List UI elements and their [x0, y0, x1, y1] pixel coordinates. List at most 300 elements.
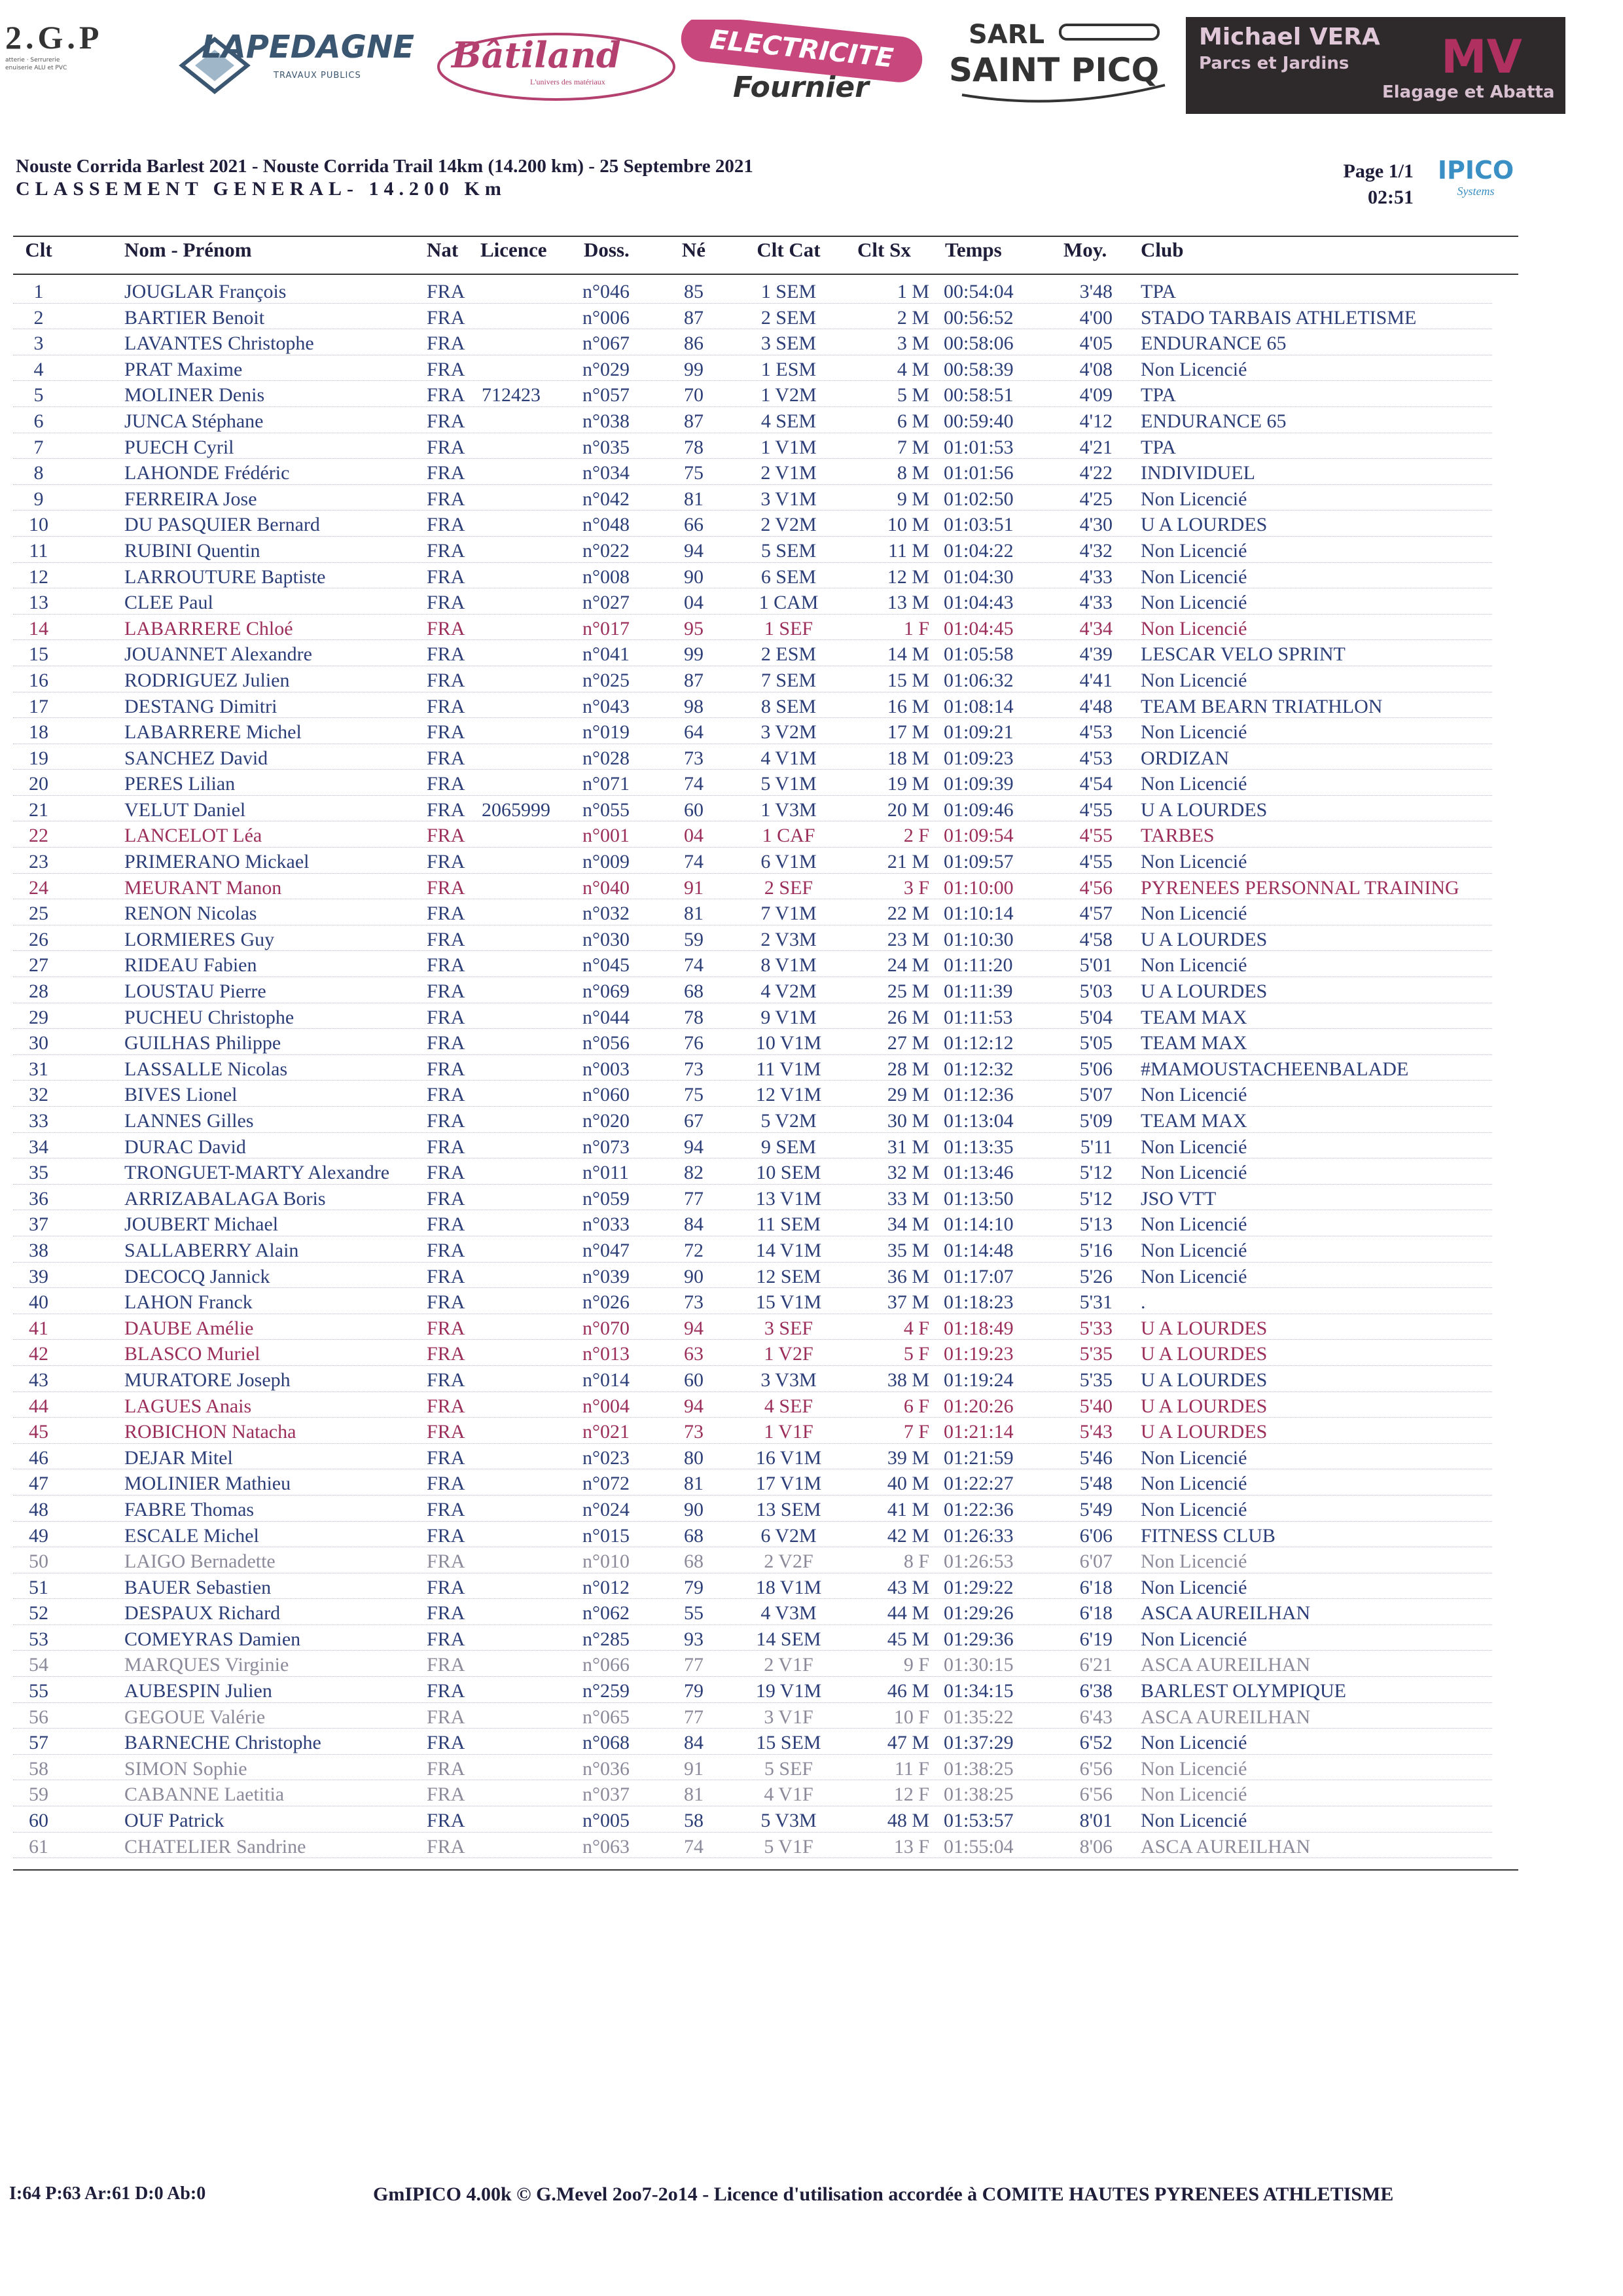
- cell-ne: 77: [684, 1187, 704, 1210]
- cell-ne: 74: [684, 773, 704, 795]
- cell-nat: FRA: [427, 1006, 465, 1028]
- cell-nom: DU PASQUIER Bernard: [124, 514, 320, 536]
- cell-club: Non Licencié: [1141, 488, 1247, 510]
- cell-club: INDIVIDUEL: [1141, 462, 1255, 484]
- col-nat: Nat: [427, 238, 459, 261]
- table-row: [13, 1678, 1518, 1704]
- page-info: [1322, 158, 1414, 211]
- cell-clt: 56: [29, 1706, 48, 1728]
- cell-nom: LABARRERE Michel: [124, 721, 302, 744]
- cell-ne: 73: [684, 1291, 704, 1314]
- table-row: [13, 1264, 1518, 1290]
- cell-moy: 5'43: [1079, 1421, 1113, 1443]
- table-row: [13, 1445, 1518, 1471]
- cell-temps: 01:09:54: [944, 825, 1014, 847]
- cell-temps: 01:09:21: [944, 721, 1014, 744]
- table-row: [13, 1419, 1518, 1445]
- cell-clt: 1: [33, 281, 44, 302]
- cell-nat: FRA: [427, 1706, 465, 1728]
- cell-clt-cat: 1 ESM: [760, 358, 817, 380]
- cell-nom: OUF Patrick: [124, 1810, 224, 1832]
- cell-clt-cat: 1 V1F: [764, 1421, 813, 1443]
- cell-moy: 4'57: [1079, 903, 1113, 925]
- cell-moy: 5'12: [1079, 1187, 1113, 1210]
- cell-doss: n°019: [582, 721, 630, 744]
- cell-ne: 95: [684, 617, 704, 639]
- cell-clt: 6: [33, 410, 44, 432]
- table-row: [13, 1652, 1518, 1678]
- cell-nat: FRA: [427, 980, 465, 1003]
- cell-club: ASCA AUREILHAN: [1141, 1835, 1311, 1857]
- cell-doss: n°048: [582, 514, 630, 536]
- cell-clt-sx: 24 M: [887, 954, 929, 977]
- table-row: [13, 512, 1518, 538]
- cell-nat: FRA: [427, 798, 465, 821]
- cell-temps: 01:19:24: [944, 1369, 1014, 1391]
- cell-clt-cat: 12 V1M: [755, 1084, 822, 1106]
- cell-doss: n°029: [582, 358, 630, 380]
- cell-clt: 57: [29, 1732, 48, 1754]
- cell-moy: 6'21: [1079, 1654, 1113, 1676]
- cell-clt: 44: [29, 1395, 48, 1417]
- cell-nom: SANCHEZ David: [124, 747, 268, 769]
- cell-club: Non Licencié: [1141, 851, 1247, 873]
- cell-ne: 99: [684, 643, 704, 666]
- cell-doss: n°022: [582, 539, 630, 562]
- cell-nat: FRA: [427, 954, 465, 977]
- cell-nat: FRA: [427, 1680, 465, 1702]
- cell-doss: n°040: [582, 876, 630, 899]
- cell-ne: 63: [684, 1343, 704, 1365]
- cell-moy: 4'55: [1079, 851, 1113, 873]
- cell-moy: 5'09: [1079, 1110, 1113, 1132]
- cell-ne: 80: [684, 1446, 704, 1469]
- table-row: [13, 797, 1518, 823]
- cell-nom: LAIGO Bernadette: [124, 1551, 276, 1573]
- cell-temps: 01:09:46: [944, 798, 1014, 821]
- cell-nom: MOLINER Denis: [124, 384, 265, 406]
- cell-clt-sx: 8 M: [897, 462, 929, 484]
- cell-moy: 6'19: [1079, 1628, 1113, 1650]
- cell-moy: 4'32: [1079, 539, 1113, 562]
- sponsor-logo-saint-picq: [942, 20, 1185, 111]
- cell-ne: 81: [684, 1473, 704, 1495]
- cell-ne: 78: [684, 436, 704, 458]
- cell-nat: FRA: [427, 436, 465, 458]
- cell-ne: 94: [684, 539, 704, 562]
- cell-ne: 68: [684, 980, 704, 1003]
- cell-nat: FRA: [427, 384, 465, 406]
- cell-ne: 66: [684, 514, 704, 536]
- cell-temps: 01:13:04: [944, 1110, 1014, 1132]
- ipico-sub: Systems: [1457, 185, 1495, 198]
- table-row: [13, 1600, 1518, 1626]
- cell-doss: n°069: [582, 980, 630, 1003]
- cell-nom: ESCALE Michel: [124, 1524, 259, 1547]
- cell-moy: 6'56: [1079, 1784, 1113, 1806]
- cell-nom: GEGOUE Valérie: [124, 1706, 266, 1728]
- cell-clt: 48: [29, 1498, 48, 1520]
- cell-nom: TRONGUET-MARTY Alexandre: [124, 1162, 390, 1184]
- cell-ne: 74: [684, 954, 704, 977]
- cell-clt: 2: [33, 306, 44, 329]
- cell-nom: PUECH Cyril: [124, 436, 234, 458]
- cell-moy: 8'01: [1079, 1810, 1113, 1832]
- cell-clt-sx: 14 M: [887, 643, 929, 666]
- cell-nat: FRA: [427, 592, 465, 614]
- cell-moy: 5'12: [1079, 1162, 1113, 1184]
- cell-clt: 34: [29, 1136, 48, 1158]
- cell-temps: 01:19:23: [944, 1343, 1014, 1365]
- cell-clt-sx: 3 F: [903, 876, 929, 899]
- cell-nat: FRA: [427, 669, 465, 691]
- cell-temps: 01:13:46: [944, 1162, 1014, 1184]
- cell-nom: RIDEAU Fabien: [124, 954, 257, 977]
- cell-nat: FRA: [427, 1732, 465, 1754]
- cell-clt-cat: 10 SEM: [756, 1162, 821, 1184]
- cell-moy: 5'49: [1079, 1498, 1113, 1520]
- cell-clt-sx: 12 M: [887, 565, 929, 588]
- table-row: [13, 564, 1518, 590]
- table-row: [13, 538, 1518, 564]
- cell-clt-sx: 26 M: [887, 1006, 929, 1028]
- cell-nom: LAVANTES Christophe: [124, 332, 314, 355]
- col-clt-cat: Clt Cat: [757, 238, 821, 261]
- cell-moy: 4'39: [1079, 643, 1113, 666]
- cell-nat: FRA: [427, 1343, 465, 1365]
- cell-doss: n°057: [582, 384, 630, 406]
- cell-clt-cat: 1 V2F: [764, 1343, 813, 1365]
- table-row: [13, 745, 1518, 772]
- cell-ne: 60: [684, 798, 704, 821]
- cell-temps: 01:06:32: [944, 669, 1014, 691]
- cell-moy: 4'54: [1079, 773, 1113, 795]
- cell-doss: n°028: [582, 747, 630, 769]
- cell-ne: 79: [684, 1680, 704, 1702]
- cell-temps: 01:04:22: [944, 539, 1014, 562]
- cell-ne: 86: [684, 332, 704, 355]
- cell-clt: 37: [29, 1213, 48, 1236]
- cell-clt: 8: [33, 462, 44, 484]
- cell-nat: FRA: [427, 1369, 465, 1391]
- cell-clt-sx: 23 M: [887, 928, 929, 950]
- cell-clt-cat: 2 V1F: [764, 1654, 813, 1676]
- cell-clt: 41: [29, 1317, 48, 1339]
- cell-temps: 01:09:39: [944, 773, 1014, 795]
- cell-clt-cat: 3 V1F: [764, 1706, 813, 1728]
- cell-nat: FRA: [427, 903, 465, 925]
- cell-moy: 5'48: [1079, 1473, 1113, 1495]
- cell-moy: 4'41: [1079, 669, 1113, 691]
- cell-temps: 01:38:25: [944, 1757, 1014, 1780]
- cell-clt-cat: 2 SEM: [760, 306, 817, 329]
- cell-nat: FRA: [427, 1136, 465, 1158]
- cell-ne: 94: [684, 1395, 704, 1417]
- cell-clt: 20: [29, 773, 48, 795]
- cell-nat: FRA: [427, 1576, 465, 1598]
- cell-clt-cat: 4 V1M: [760, 747, 817, 769]
- cell-clt-cat: 16 V1M: [755, 1446, 822, 1469]
- cell-clt-cat: 1 V1M: [760, 436, 817, 458]
- cell-clt-sx: 8 F: [903, 1551, 929, 1573]
- cell-clt-cat: 5 SEM: [760, 539, 817, 562]
- cell-club: TPA: [1141, 281, 1176, 302]
- cell-ne: 73: [684, 1058, 704, 1080]
- cell-doss: n°063: [582, 1835, 630, 1857]
- print-time: 02:51: [1368, 187, 1414, 208]
- cell-ne: 82: [684, 1162, 704, 1184]
- cell-ne: 90: [684, 565, 704, 588]
- cell-temps: 01:38:25: [944, 1784, 1014, 1806]
- cell-nom: COMEYRAS Damien: [124, 1628, 301, 1650]
- cell-nat: FRA: [427, 1032, 465, 1054]
- cell-club: ENDURANCE 65: [1141, 410, 1287, 432]
- cell-temps: 01:12:12: [944, 1032, 1014, 1054]
- cell-clt: 28: [29, 980, 48, 1003]
- cell-clt-cat: 2 V2F: [764, 1551, 813, 1573]
- cell-clt-sx: 9 M: [897, 488, 929, 510]
- cell-ne: 73: [684, 747, 704, 769]
- cell-clt: 17: [29, 695, 48, 717]
- cell-doss: n°047: [582, 1239, 630, 1261]
- cell-moy: 6'06: [1079, 1524, 1113, 1547]
- cell-club: Non Licencié: [1141, 565, 1247, 588]
- cell-temps: 01:01:56: [944, 462, 1014, 484]
- cell-nat: FRA: [427, 514, 465, 536]
- sponsor-vera-mark: MV: [1441, 30, 1522, 84]
- table-row: [13, 1056, 1518, 1083]
- cell-clt: 31: [29, 1058, 48, 1080]
- cell-doss: n°037: [582, 1784, 630, 1806]
- cell-moy: 5'04: [1079, 1006, 1113, 1028]
- cell-nat: FRA: [427, 1810, 465, 1832]
- sponsor-logo-michael-vera: [1186, 17, 1565, 114]
- cell-temps: 01:35:22: [944, 1706, 1014, 1728]
- cell-club: Non Licencié: [1141, 1551, 1247, 1573]
- cell-clt-cat: 4 V2M: [760, 980, 817, 1003]
- sponsor-batiland-name: Bâtiland: [452, 34, 621, 76]
- cell-nat: FRA: [427, 1162, 465, 1184]
- cell-clt-cat: 3 SEF: [764, 1317, 813, 1339]
- cell-doss: n°010: [582, 1551, 630, 1573]
- cell-temps: 01:20:26: [944, 1395, 1014, 1417]
- cell-clt: 3: [33, 332, 44, 355]
- cell-temps: 01:53:57: [944, 1810, 1014, 1832]
- cell-nom: RENON Nicolas: [124, 903, 257, 925]
- cell-temps: 01:12:32: [944, 1058, 1014, 1080]
- cell-clt-cat: 14 SEM: [756, 1628, 821, 1650]
- cell-ne: 90: [684, 1265, 704, 1287]
- table-row: [13, 1367, 1518, 1393]
- cell-clt: 36: [29, 1187, 48, 1210]
- sponsor-logo-2gp: [5, 18, 136, 110]
- cell-nom: PRIMERANO Mickael: [124, 851, 310, 873]
- cell-doss: n°055: [582, 798, 630, 821]
- cell-ne: 81: [684, 488, 704, 510]
- cell-nom: FERREIRA Jose: [124, 488, 257, 510]
- sponsor-logo-batiland: [432, 26, 681, 105]
- cell-club: Non Licencié: [1141, 1784, 1247, 1806]
- cell-ne: 93: [684, 1628, 704, 1650]
- table-row: [13, 1575, 1518, 1601]
- cell-temps: 01:18:49: [944, 1317, 1014, 1339]
- cell-nat: FRA: [427, 773, 465, 795]
- cell-moy: 5'40: [1079, 1395, 1113, 1417]
- cell-clt: 15: [29, 643, 48, 666]
- cell-temps: 01:13:50: [944, 1187, 1014, 1210]
- cell-ne: 75: [684, 462, 704, 484]
- cell-moy: 4'12: [1079, 410, 1113, 432]
- cell-moy: 5'05: [1079, 1032, 1113, 1054]
- cell-club: TEAM MAX: [1141, 1110, 1247, 1132]
- cell-moy: 5'13: [1079, 1213, 1113, 1236]
- sponsor-electricite-line-2: Fournier: [733, 71, 869, 104]
- cell-nom: LAHON Franck: [124, 1291, 253, 1314]
- cell-club: Non Licencié: [1141, 1732, 1247, 1754]
- cell-club: Non Licencié: [1141, 773, 1247, 795]
- cell-club: U A LOURDES: [1141, 514, 1268, 536]
- cell-club: Non Licencié: [1141, 1136, 1247, 1158]
- cell-clt-cat: 4 V3M: [760, 1602, 817, 1624]
- cell-clt-cat: 9 SEM: [760, 1136, 817, 1158]
- cell-temps: 01:14:10: [944, 1213, 1014, 1236]
- cell-nom: BARTIER Benoit: [124, 306, 265, 329]
- cell-clt-cat: 5 V2M: [760, 1110, 817, 1132]
- cell-nat: FRA: [427, 1058, 465, 1080]
- cell-temps: 01:26:53: [944, 1551, 1014, 1573]
- ipico-name: IPICO: [1437, 156, 1514, 185]
- results-subtitle: CLASSEMENT GENERAL- 14.200 Km: [16, 178, 507, 200]
- cell-temps: 01:11:53: [944, 1006, 1013, 1028]
- cell-clt: 27: [29, 954, 48, 977]
- cell-doss: n°067: [582, 332, 630, 355]
- cell-nom: MOLINIER Mathieu: [124, 1473, 291, 1495]
- cell-temps: 01:21:59: [944, 1446, 1014, 1469]
- cell-moy: 6'52: [1079, 1732, 1113, 1754]
- cell-moy: 4'00: [1079, 306, 1113, 329]
- cell-clt-sx: 3 M: [897, 332, 929, 355]
- cell-nat: FRA: [427, 1291, 465, 1314]
- cell-clt-cat: 1 V2M: [760, 384, 817, 406]
- cell-club: Non Licencié: [1141, 1498, 1247, 1520]
- cell-doss: n°066: [582, 1654, 630, 1676]
- cell-clt-sx: 7 F: [903, 1421, 929, 1443]
- table-row: [13, 382, 1518, 408]
- col-clt-sx: Clt Sx: [857, 238, 911, 261]
- cell-clt: 7: [33, 436, 44, 458]
- cell-clt-sx: 11 F: [894, 1757, 929, 1780]
- table-row: [13, 616, 1518, 642]
- cell-nat: FRA: [427, 1421, 465, 1443]
- cell-ne: 84: [684, 1213, 704, 1236]
- cell-nat: FRA: [427, 1551, 465, 1573]
- cell-clt-cat: 12 SEM: [756, 1265, 821, 1287]
- cell-licence: 2065999: [482, 798, 550, 821]
- cell-ne: 94: [684, 1136, 704, 1158]
- cell-ne: 98: [684, 695, 704, 717]
- cell-club: Non Licencié: [1141, 954, 1247, 977]
- cell-club: .: [1141, 1291, 1146, 1314]
- cell-club: U A LOURDES: [1141, 928, 1268, 950]
- table-row: [13, 279, 1518, 305]
- cell-moy: 4'25: [1079, 488, 1113, 510]
- cell-doss: n°011: [582, 1162, 629, 1184]
- cell-temps: 00:58:39: [944, 358, 1014, 380]
- cell-nat: FRA: [427, 1110, 465, 1132]
- cell-nom: RUBINI Quentin: [124, 539, 260, 562]
- cell-clt: 46: [29, 1446, 48, 1469]
- cell-moy: 4'21: [1079, 436, 1113, 458]
- cell-moy: 5'33: [1079, 1317, 1113, 1339]
- cell-nom: CABANNE Laetitia: [124, 1784, 285, 1806]
- cell-clt: 26: [29, 928, 48, 950]
- cell-club: TEAM BEARN TRIATHLON: [1141, 695, 1383, 717]
- cell-clt: 9: [33, 488, 44, 510]
- table-row: [13, 1160, 1518, 1186]
- cell-moy: 4'55: [1079, 825, 1113, 847]
- cell-clt-sx: 16 M: [887, 695, 929, 717]
- cell-moy: 5'26: [1079, 1265, 1113, 1287]
- cell-club: TEAM MAX: [1141, 1032, 1247, 1054]
- cell-clt-sx: 30 M: [887, 1110, 929, 1132]
- cell-nat: FRA: [427, 462, 465, 484]
- cell-club: Non Licencié: [1141, 1628, 1247, 1650]
- cell-nom: DESTANG Dimitri: [124, 695, 277, 717]
- col-temps: Temps: [945, 238, 1002, 261]
- cell-clt-sx: 45 M: [887, 1628, 929, 1650]
- cell-temps: 01:29:22: [944, 1576, 1014, 1598]
- cell-nom: CHATELIER Sandrine: [124, 1835, 306, 1857]
- cell-doss: n°043: [582, 695, 630, 717]
- cell-nat: FRA: [427, 565, 465, 588]
- cell-club: Non Licencié: [1141, 539, 1247, 562]
- cell-moy: 5'06: [1079, 1058, 1113, 1080]
- cell-doss: n°039: [582, 1265, 630, 1287]
- cell-ne: 72: [684, 1239, 704, 1261]
- table-row: [13, 1626, 1518, 1653]
- cell-moy: 4'34: [1079, 617, 1113, 639]
- cell-clt-cat: 2 V3M: [760, 928, 817, 950]
- cell-clt-sx: 15 M: [887, 669, 929, 691]
- cell-nat: FRA: [427, 281, 465, 302]
- cell-ne: 67: [684, 1110, 704, 1132]
- cell-nat: FRA: [427, 928, 465, 950]
- cell-clt-cat: 18 V1M: [755, 1576, 822, 1598]
- table-row: [13, 305, 1518, 331]
- sponsor-vera-line-3: Elagage et Abatta: [1382, 82, 1555, 102]
- cell-doss: n°062: [582, 1602, 630, 1624]
- page-number: Page 1/1: [1343, 160, 1414, 182]
- cell-clt-cat: 13 V1M: [755, 1187, 822, 1210]
- sponsor-logo-electricite-fournier: [681, 20, 929, 111]
- cell-moy: 4'58: [1079, 928, 1113, 950]
- cell-ne: 87: [684, 410, 704, 432]
- cell-ne: 81: [684, 1784, 704, 1806]
- cell-clt-sx: 21 M: [887, 851, 929, 873]
- cell-clt: 52: [29, 1602, 48, 1624]
- cell-clt-cat: 15 V1M: [755, 1291, 822, 1314]
- sponsor-vera-line-2: Parcs et Jardins: [1199, 54, 1349, 73]
- sponsor-2gp-line-2: enuiserie ALU et PVC: [5, 65, 67, 71]
- cell-clt-sx: 44 M: [887, 1602, 929, 1624]
- cell-clt: 12: [29, 565, 48, 588]
- cell-temps: 00:54:04: [944, 281, 1014, 302]
- cell-ne: 60: [684, 1369, 704, 1391]
- cell-clt-sx: 5 F: [903, 1343, 929, 1365]
- cell-temps: 01:09:57: [944, 851, 1014, 873]
- cell-nom: BARNECHE Christophe: [124, 1732, 321, 1754]
- col-ne: Né: [681, 238, 706, 261]
